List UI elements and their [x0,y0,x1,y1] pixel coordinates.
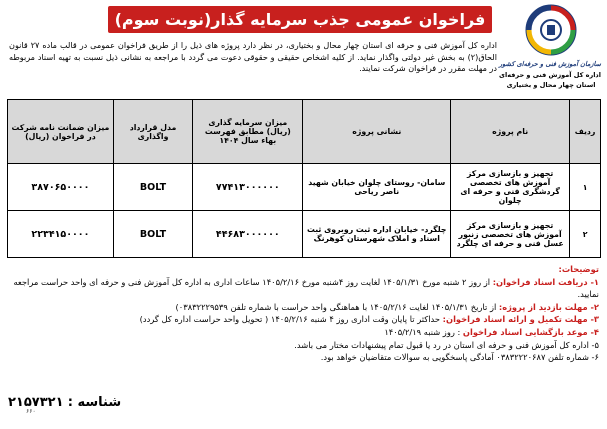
note-text: حداکثر تا پایان وقت اداری روز ۴ شنبه ۱۴۰۵/۲/۱۶ ( تحویل واحد حراست اداره کل گردد) [139,314,443,325]
logo-dept-name: اداره کل آموزش فنی و حرفه‌ای [499,71,601,79]
project-address: سامان- روستای چلوان خیابان شهید ناصر ریاحی [303,164,451,211]
logo-org-name: سازمان آموزش فنی و حرفه‌ای کشور [499,60,601,68]
guarantee-amount: ۲۲۳۴۱۵۰۰۰۰ [8,211,114,258]
note-text: ۵- اداره کل آموزش فنی و حرفه ای استان در رد یا قبول تمام پیشنهادات مختار می باشد. [294,339,599,350]
announcement-id [8,395,121,410]
page-title: فراخوان عمومی جذب سرمایه گذار(نوبت سوم) [114,10,486,29]
footer-code: ۶۶۰ [26,408,36,415]
note-item [5,326,599,339]
note-text: : روز شنبه ۱۴۰۵/۲/۱۹ [384,326,463,337]
header-investment-amount: میزان سرمایه گذاری (ریال) مطابق فهرست بهاء سال ۱۴۰۴ [193,100,303,164]
page-title-banner [108,6,492,33]
header-project-name: نام پروژه [451,100,570,164]
table-row [8,211,601,258]
note-item [5,351,599,364]
note-text: ۶- شماره تلفن ۰۳۸۳۲۲۲۰۶۸۷ آمادگی پاسخگویی به سوالات متقاضیان خواهد بود. [320,352,599,363]
announcement-id-label: شناسه : [67,395,122,410]
investment-amount: ۷۷۴۱۳۰۰۰۰۰۰ [193,164,303,211]
notes-title: توضیحات: [558,264,599,274]
table-row [8,164,601,211]
logo-province-name: استان چهار محال و بختیاری [506,81,596,89]
note-item [5,301,599,314]
organization-logo [501,4,601,94]
intro-paragraph: اداره کل آموزش فنی و حرفه ای استان چهار محال و بختیاری، در نظر دارد پروژه های ذیل را از طریق فراخوان عمومی در قالب ماده ۲۷ قانون الحاق(۲) به بخش غیر دولتی واگذار نماید. از کلیه اشخاص حقیقی و حقوقی دعوت می گردد با مراجعه به نشانی ذیل نسبت به تهیه اسناد مربوطه در مهلت مقرر در فراخوان شرکت نمایند. [9,40,497,73]
note-label: ۱- دریافت اسناد فراخوان: [492,276,599,287]
investment-amount: ۴۴۶۸۳۰۰۰۰۰۰ [193,211,303,258]
note-text: از روز ۲ شنبه مورخ ۱۴۰۵/۱/۳۱ لغایت روز ۴شنبه مورخ ۱۴۰۵/۲/۱۶ ساعات اداری به اداره کل آموزش فنی و حرفه ای واحد حراست مراجعه نمایید. [13,276,599,300]
project-name: تجهیز و بازسازی مرکز آموزش های تخصصی زنبور عسل فنی و حرفه ای چلگرد [451,211,570,258]
project-address: چلگرد- خیابان اداره ثبت روبروی ثبت اسناد و املاک شهرستان کوهرنگ [303,211,451,258]
header-contract-model: مدل قرارداد واگذاری [113,100,192,164]
note-text: از تاریخ ۱۴۰۵/۱/۳۱ لغایت ۱۴۰۵/۲/۱۶ با هماهنگی واحد حراست با شماره تلفن ۰۳۸۳۲۲۲۹۵۳۹) [175,301,499,312]
notes-section [5,263,599,364]
note-label: ۲- مهلت بازدید از پروژه: [498,301,599,312]
table-header-row [8,100,601,164]
contract-model: BOLT [113,211,192,258]
note-label: ۴- موعد بازگشایی اسناد فراخوان [462,326,599,337]
guarantee-amount: ۳۸۷۰۶۵۰۰۰۰ [8,164,114,211]
header-guarantee-amount: میزان ضمانت نامه شرکت در فراخوان (ریال) [8,100,114,164]
project-name: تجهیز و بازسازی مرکز آموزش های تخصصی گردشگری فنی و حرفه ای چلوان [451,164,570,211]
announcement-id-value: ۲۱۵۷۳۲۱ [8,395,64,410]
note-label: ۳- مهلت تکمیل و ارائه اسناد فراخوان: [442,314,599,325]
note-item [5,276,599,301]
row-number: ۲ [570,211,601,258]
projects-table [7,99,601,258]
header-row-number: ردیف [570,100,601,164]
contract-model: BOLT [113,164,192,211]
note-item [5,339,599,352]
header-project-address: نشانی پروژه [303,100,451,164]
tvto-emblem-icon [525,4,577,56]
note-item [5,313,599,326]
row-number: ۱ [570,164,601,211]
